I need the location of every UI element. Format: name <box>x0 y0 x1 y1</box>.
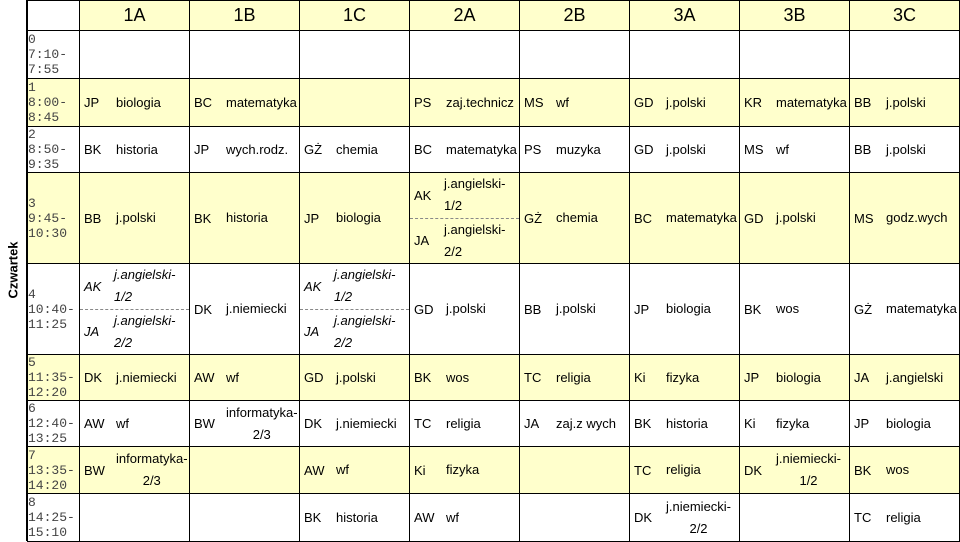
lesson-cell[interactable] <box>630 264 740 355</box>
lesson-cell-split[interactable] <box>80 264 190 355</box>
teacher-code: GD <box>304 370 324 385</box>
lesson-time-cell <box>28 447 80 494</box>
lesson-cell[interactable] <box>410 355 520 401</box>
subject-name: j.niemiecki- 1/2 <box>776 451 842 488</box>
subject-name: wf <box>116 415 129 431</box>
teacher-code: AW <box>304 462 325 478</box>
subject-name: j.niemiecki- 2/2 <box>666 498 732 536</box>
class-header[interactable]: 2A <box>410 1 520 31</box>
subject-name: fizyka <box>666 369 700 385</box>
teacher-code: TC <box>524 370 542 385</box>
lesson-cell[interactable] <box>80 127 190 173</box>
subject-name: j.polski <box>886 94 926 110</box>
teacher-code: DK <box>304 416 323 431</box>
teacher-code: BC <box>634 210 653 226</box>
teacher-code: JA <box>84 324 100 340</box>
teacher-code: BK <box>744 301 762 317</box>
lesson-cell[interactable] <box>630 355 740 401</box>
subject-name: wos <box>446 369 470 385</box>
subject-name: wf <box>336 462 349 477</box>
subject-name: wf <box>446 509 459 525</box>
subject-name: j.polski <box>776 210 816 225</box>
lesson-cell[interactable] <box>80 173 190 264</box>
subject-name: biologia <box>666 301 711 316</box>
subject-name: wos <box>886 462 910 477</box>
lesson-time-cell <box>28 401 80 447</box>
lesson-number: 3 <box>28 195 36 211</box>
subject-name: religia <box>666 462 701 477</box>
teacher-code: JA <box>414 233 430 249</box>
lesson-number: 7 <box>28 447 36 463</box>
empty-cell <box>520 31 630 79</box>
subject-name: historia <box>116 141 158 157</box>
subject-name: muzyka <box>556 141 601 157</box>
lesson-time-cell <box>28 31 80 79</box>
lesson-cell[interactable] <box>410 264 520 355</box>
teacher-code: BK <box>304 510 322 525</box>
lesson-cell[interactable] <box>80 447 190 494</box>
teacher-code: BK <box>84 142 102 157</box>
lesson-cell[interactable] <box>740 401 850 447</box>
lesson-cell[interactable] <box>190 401 300 447</box>
subject-name: godz.wych <box>886 210 948 225</box>
lesson-time-cell <box>28 127 80 173</box>
subject-name: religia <box>446 415 481 431</box>
subject-name: wych.rodz. <box>226 141 289 157</box>
subject-name: j.angielski- 2/2 <box>444 221 506 259</box>
class-header[interactable]: 2B <box>520 1 630 31</box>
lesson-cell[interactable] <box>190 494 300 542</box>
class-header[interactable]: 1C <box>300 1 410 31</box>
subject-name: chemia <box>556 210 598 225</box>
teacher-code: GD <box>744 210 764 226</box>
lesson-cell[interactable] <box>80 401 190 447</box>
subject-name: historia <box>336 509 378 525</box>
teacher-code: MS <box>854 210 874 226</box>
teacher-code: MS <box>744 142 764 157</box>
lesson-number: 5 <box>28 355 36 370</box>
lesson-time: 8:50- 9:35 <box>28 142 68 172</box>
lesson-cell[interactable] <box>410 127 520 173</box>
subject-name: wf <box>556 94 569 110</box>
lesson-cell[interactable] <box>850 355 960 401</box>
lesson-cell[interactable] <box>80 79 190 127</box>
subject-name: biologia <box>776 369 821 385</box>
teacher-code: GŻ <box>524 210 543 226</box>
lesson-cell[interactable] <box>630 494 740 542</box>
lesson-number: 6 <box>28 401 36 416</box>
teacher-code: AK <box>84 278 102 294</box>
lesson-time: 10:40- 11:25 <box>28 301 75 332</box>
subject-name: j.angielski- 2/2 <box>334 312 396 350</box>
teacher-code: DK <box>744 462 763 478</box>
empty-cell <box>80 31 190 79</box>
subject-name: j.angielski- 1/2 <box>114 267 176 305</box>
teacher-code: Ki <box>744 416 756 431</box>
lesson-time-cell <box>28 355 80 401</box>
empty-cell <box>740 31 850 79</box>
lesson-cell[interactable] <box>740 494 850 542</box>
lesson-time: 9:45- 10:30 <box>28 210 68 241</box>
teacher-code: GD <box>414 301 434 317</box>
lesson-cell[interactable] <box>520 127 630 173</box>
lesson-time: 12:40- 13:25 <box>28 416 75 446</box>
subject-name: informatyka- 2/3 <box>226 404 298 442</box>
teacher-code: DK <box>634 510 653 525</box>
subject-name: biologia <box>336 210 381 225</box>
teacher-code: JA <box>304 324 320 340</box>
lesson-cell[interactable] <box>520 401 630 447</box>
lesson-time: 7:10- 7:55 <box>28 47 68 77</box>
teacher-code: JP <box>194 142 210 157</box>
teacher-code: KR <box>744 95 763 110</box>
teacher-code: AW <box>194 370 215 385</box>
lesson-time-cell <box>28 173 80 264</box>
lesson-time: 8:00- 8:45 <box>28 95 68 125</box>
teacher-code: BC <box>194 95 213 110</box>
lesson-time: 14:25- 15:10 <box>28 510 75 540</box>
lesson-cell[interactable] <box>190 264 300 355</box>
teacher-code: BK <box>634 416 652 431</box>
lesson-cell[interactable] <box>520 79 630 127</box>
subject-name: j.polski <box>336 369 376 385</box>
teacher-code: PS <box>414 95 432 110</box>
lesson-cell[interactable] <box>740 264 850 355</box>
teacher-code: TC <box>854 510 872 525</box>
lesson-number: 2 <box>28 127 36 142</box>
lesson-cell[interactable] <box>740 127 850 173</box>
lesson-cell[interactable] <box>850 447 960 494</box>
subject-name: j.polski <box>446 301 486 316</box>
teacher-code: JA <box>524 416 540 431</box>
lesson-cell[interactable] <box>410 447 520 494</box>
subject-name: matematyka <box>776 94 847 110</box>
teacher-code: BB <box>854 142 872 157</box>
empty-cell <box>300 31 410 79</box>
subject-name: j.niemiecki <box>116 369 177 385</box>
lesson-cell[interactable] <box>850 79 960 127</box>
teacher-code: GD <box>634 95 654 110</box>
teacher-code: BK <box>854 462 872 478</box>
lesson-cell[interactable] <box>740 79 850 127</box>
subject-name: religia <box>886 509 921 525</box>
corner-cell <box>28 1 80 31</box>
lesson-cell[interactable] <box>630 447 740 494</box>
teacher-code: BC <box>414 142 433 157</box>
lesson-cell[interactable] <box>740 355 850 401</box>
teacher-code: JP <box>304 210 320 226</box>
subject-name: matematyka <box>446 141 517 157</box>
teacher-code: PS <box>524 142 542 157</box>
class-header[interactable]: 3A <box>630 1 740 31</box>
empty-cell <box>410 31 520 79</box>
lesson-cell[interactable] <box>520 447 630 494</box>
lesson-cell[interactable] <box>300 79 410 127</box>
lesson-cell[interactable] <box>80 494 190 542</box>
subject-name: wf <box>226 369 239 385</box>
day-label: Czwartek <box>5 241 21 299</box>
subject-name: zaj.z wych <box>556 415 616 431</box>
empty-cell <box>630 31 740 79</box>
lesson-cell[interactable] <box>300 127 410 173</box>
teacher-code: BW <box>84 462 105 478</box>
subject-name: religia <box>556 369 591 385</box>
subject-name: j.angielski- 2/2 <box>114 312 176 350</box>
subject-name: j.polski <box>666 94 706 110</box>
teacher-code: AK <box>414 187 432 203</box>
teacher-code: DK <box>194 301 213 317</box>
lesson-cell-split[interactable] <box>410 173 520 264</box>
lesson-cell[interactable] <box>300 494 410 542</box>
day-column <box>0 0 27 541</box>
timetable <box>27 0 960 542</box>
teacher-code: Ki <box>414 462 426 478</box>
lesson-cell[interactable] <box>190 173 300 264</box>
teacher-code: TC <box>634 462 652 478</box>
lesson-cell[interactable] <box>740 173 850 264</box>
lesson-cell[interactable] <box>630 79 740 127</box>
subject-name: biologia <box>116 94 161 110</box>
teacher-code: JP <box>854 416 870 431</box>
lesson-number: 8 <box>28 495 36 510</box>
subject-name: informatyka- 2/3 <box>116 451 188 488</box>
subject-name: matematyka <box>226 94 297 110</box>
subject-name: j.niemiecki <box>336 415 397 431</box>
teacher-code: BK <box>414 370 432 385</box>
subject-name: wos <box>776 301 800 316</box>
teacher-code: GŻ <box>304 142 323 157</box>
lesson-cell[interactable] <box>300 173 410 264</box>
lesson-cell[interactable] <box>850 494 960 542</box>
lesson-time-cell <box>28 79 80 127</box>
subject-name: matematyka <box>886 301 957 316</box>
subject-name: j.polski <box>666 141 706 157</box>
lesson-time-cell <box>28 264 80 355</box>
teacher-code: JA <box>854 370 870 385</box>
subject-name: chemia <box>336 141 378 157</box>
lesson-cell[interactable] <box>190 355 300 401</box>
subject-name: historia <box>226 210 268 225</box>
subject-name: j.polski <box>886 141 926 157</box>
subject-name: j.polski <box>556 301 596 316</box>
teacher-code: TC <box>414 416 432 431</box>
teacher-code: JP <box>84 95 100 110</box>
subject-name: j.polski <box>116 210 156 225</box>
subject-name: fizyka <box>776 415 810 431</box>
lesson-number: 1 <box>28 80 36 95</box>
lesson-cell[interactable] <box>410 401 520 447</box>
lesson-time: 11:35- 12:20 <box>28 370 75 400</box>
lesson-time-cell <box>28 494 80 542</box>
lesson-cell[interactable] <box>850 264 960 355</box>
teacher-code: AW <box>414 510 435 525</box>
teacher-code: AW <box>84 416 105 431</box>
teacher-code: AK <box>304 278 322 294</box>
lesson-cell[interactable] <box>190 79 300 127</box>
subject-name: historia <box>666 415 708 431</box>
teacher-code: GD <box>634 142 654 157</box>
teacher-code: MS <box>524 95 544 110</box>
subject-name: wf <box>776 141 789 157</box>
lesson-cell[interactable] <box>300 401 410 447</box>
lesson-cell[interactable] <box>740 447 850 494</box>
subject-name: j.angielski- 1/2 <box>444 176 506 214</box>
subject-name: fizyka <box>446 462 480 477</box>
teacher-code: BB <box>524 301 542 317</box>
class-header[interactable]: 1A <box>80 1 190 31</box>
teacher-code: Ki <box>634 370 646 385</box>
lesson-cell[interactable] <box>850 401 960 447</box>
lesson-cell[interactable] <box>300 355 410 401</box>
lesson-cell[interactable] <box>850 173 960 264</box>
subject-name: j.angielski <box>886 369 944 385</box>
lesson-number: 0 <box>28 32 36 47</box>
teacher-code: BB <box>84 210 102 226</box>
lesson-cell[interactable] <box>520 173 630 264</box>
lesson-cell[interactable] <box>520 355 630 401</box>
subject-name: j.angielski- 1/2 <box>334 267 396 305</box>
class-header[interactable]: 1B <box>190 1 300 31</box>
lesson-cell[interactable] <box>300 447 410 494</box>
lesson-cell[interactable] <box>410 79 520 127</box>
lesson-cell[interactable] <box>630 127 740 173</box>
teacher-code: GŻ <box>854 301 873 317</box>
teacher-code: JP <box>634 301 650 317</box>
subject-name: biologia <box>886 415 931 431</box>
teacher-code: BB <box>854 95 872 110</box>
teacher-code: DK <box>84 370 103 385</box>
lesson-cell[interactable] <box>190 127 300 173</box>
lesson-cell[interactable] <box>520 264 630 355</box>
teacher-code: BK <box>194 210 212 226</box>
lesson-cell[interactable] <box>410 494 520 542</box>
lesson-cell[interactable] <box>520 494 630 542</box>
subject-name: j.niemiecki <box>226 301 287 316</box>
lesson-number: 4 <box>28 286 36 302</box>
empty-cell <box>850 31 960 79</box>
lesson-cell[interactable] <box>850 127 960 173</box>
lesson-cell-split[interactable] <box>300 264 410 355</box>
empty-cell <box>190 31 300 79</box>
subject-name: zaj.technicz <box>446 94 514 110</box>
class-header[interactable]: 3B <box>740 1 850 31</box>
class-header[interactable]: 3C <box>850 1 960 31</box>
teacher-code: JP <box>744 370 760 385</box>
teacher-code: BW <box>194 416 215 431</box>
lesson-cell[interactable] <box>630 401 740 447</box>
lesson-cell[interactable] <box>80 355 190 401</box>
subject-name: matematyka <box>666 210 737 225</box>
lesson-time: 13:35- 14:20 <box>28 462 75 493</box>
lesson-cell[interactable] <box>630 173 740 264</box>
lesson-cell[interactable] <box>190 447 300 494</box>
